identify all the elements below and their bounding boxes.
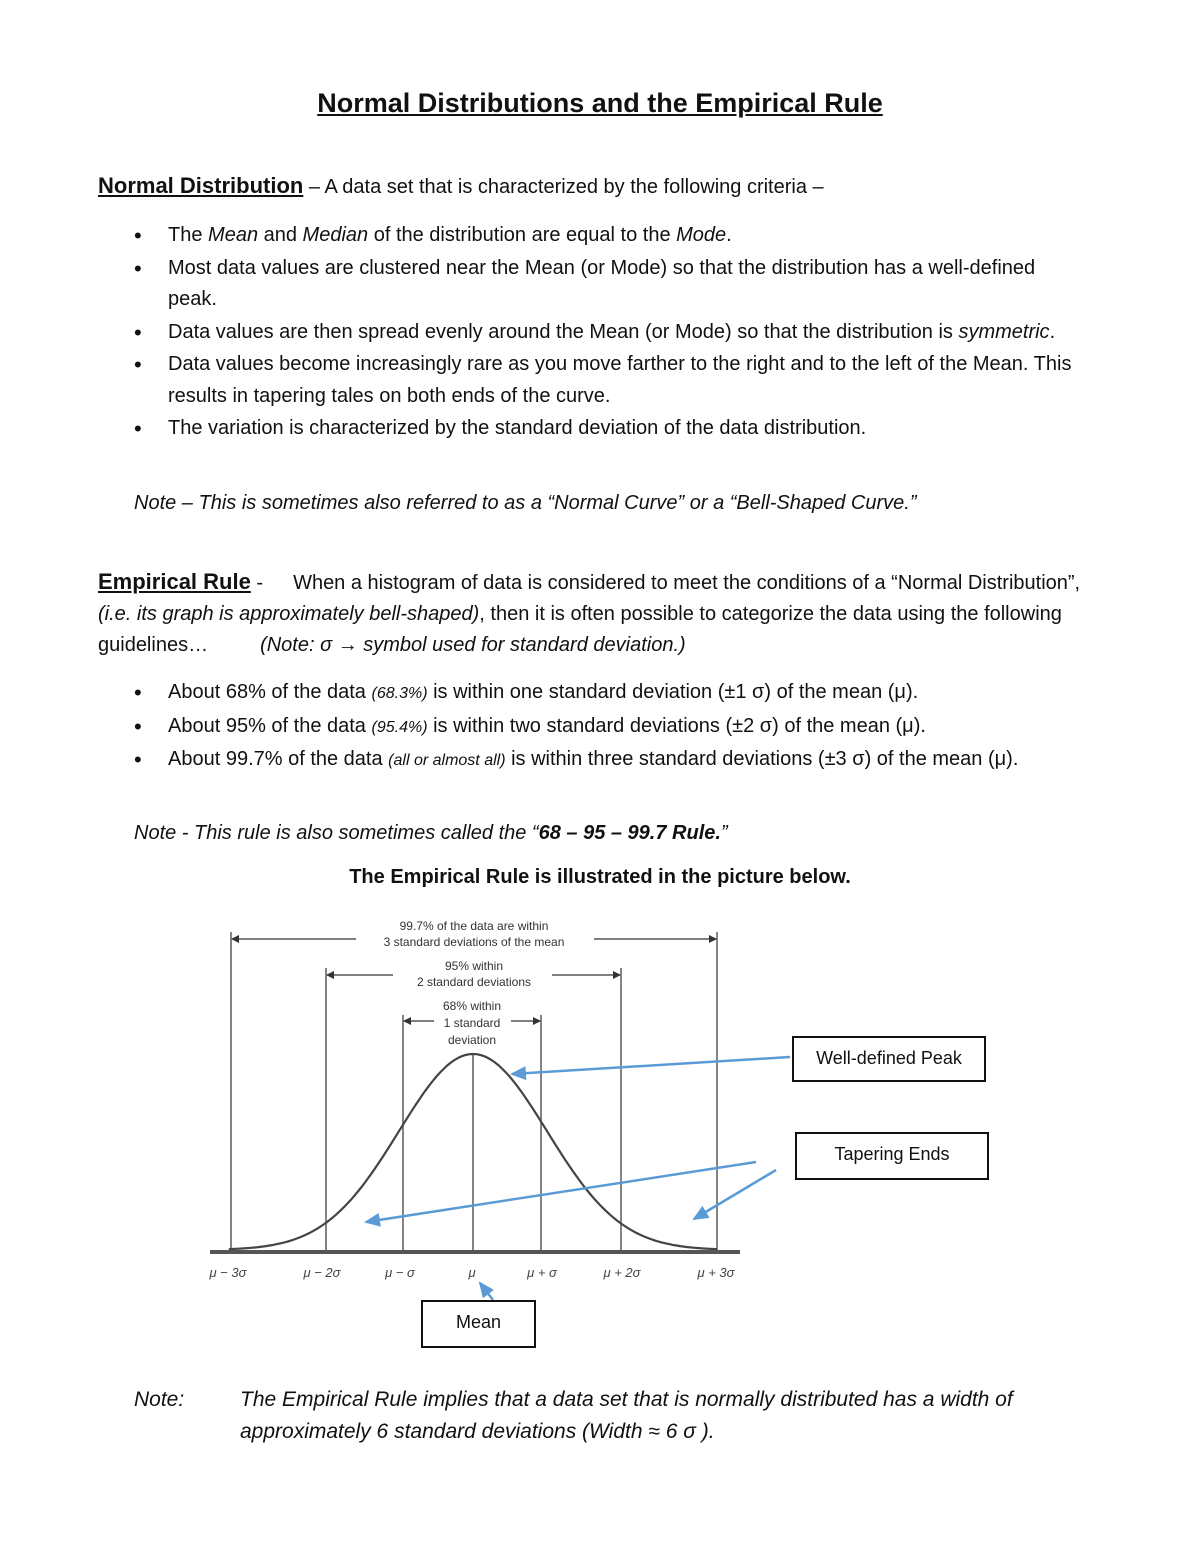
bottom-note-text [240, 1384, 1120, 1448]
tick-plus-3sd: μ + 3σ [697, 1265, 735, 1280]
normal-distribution-term: Normal Distribution [98, 173, 304, 198]
empirical-symbol-note: (Note: σ → symbol used for standard deviation.) [260, 634, 686, 656]
bullet-italic: (95.4%) [371, 718, 428, 736]
bottom-note-line2: approximately 6 standard deviations (Width ≈ 6 σ ). [240, 1420, 715, 1443]
bullet-text: is within two standard deviations (±2 σ) of the mean (μ). [427, 714, 926, 737]
bullet-italic: Mean [208, 224, 259, 246]
bullet-text: About 95% of the data [168, 714, 372, 737]
bullet-italic: Mode [676, 224, 727, 246]
label-68-line2: 1 standard [443, 1016, 501, 1030]
label-997-line2: 3 standard deviations of the mean [383, 935, 565, 949]
bullet-italic: symmetric [958, 320, 1050, 343]
right-tail-arrow [694, 1170, 776, 1219]
page-title: Normal Distributions and the Empirical Rule [317, 88, 883, 118]
bullet-text: The [168, 224, 209, 246]
bullet-italic: (all or almost all) [388, 752, 506, 769]
bullet-text: of the distribution are equal to the [368, 224, 677, 246]
empirical-note-text: Note - This rule is also sometimes called the “ [134, 822, 539, 844]
tick-minus-1sd: μ − σ [385, 1265, 415, 1280]
bullet-text: and [258, 224, 303, 246]
tick-mean: μ [468, 1265, 476, 1280]
figure-caption: The Empirical Rule is illustrated in the picture below. [349, 866, 851, 888]
tick-plus-2sd: μ + 2σ [603, 1265, 641, 1280]
bullet-italic: Median [302, 224, 369, 246]
empirical-note-bold: 68 – 95 – 99.7 Rule. [538, 822, 721, 844]
callout-mean: Mean [421, 1300, 536, 1348]
bullet-text: is within three standard deviations (±3 σ) of the mean (μ). [505, 748, 1019, 770]
list-item: • Data values become increasingly rare as you move farther to the right and to the left of the Mean. This results in tapering tales on both ends of the curve. [98, 349, 1073, 412]
bullet-italic: (68.3%) [371, 685, 428, 702]
empirical-rule-term: Empirical Rule [98, 569, 251, 594]
label-68-line3: deviation [447, 1033, 497, 1047]
label-95-line1: 95% within [444, 959, 504, 973]
label-997-line1: 99.7% of the data are within [399, 919, 549, 933]
bullet-text: Data values are then spread evenly around the Mean (or Mode) so that the distribution is [168, 320, 959, 343]
empirical-dash: - [250, 572, 264, 594]
left-tail-arrow [366, 1162, 756, 1222]
list-item: • Most data values are clustered near the Mean (or Mode) so that the distribution has a well-defined peak. [98, 253, 1073, 316]
label-95-line2: 2 standard deviations [416, 975, 532, 989]
callout-well-defined-peak: Well-defined Peak [792, 1036, 986, 1082]
peak-arrow [512, 1057, 790, 1074]
empirical-note-text: ” [720, 822, 728, 844]
bullet-text: . [1049, 320, 1056, 343]
tick-minus-2sd: μ − 2σ [303, 1265, 341, 1280]
bottom-note-line1: The Empirical Rule implies that a data set that is normally distributed has a width of [240, 1388, 1013, 1411]
normal-distribution-definition: – A data set that is characterized by the following criteria – [303, 176, 824, 198]
mean-arrow [480, 1283, 493, 1300]
empirical-intro-italic: (i.e. its graph is approximately bell-shaped) [98, 603, 480, 625]
normal-note: Note – This is sometimes also referred to as a “Normal Curve” or a “Bell-Shaped Curve.” [134, 492, 917, 514]
empirical-intro: When a histogram of data is considered to meet the conditions of a “Normal Distribution”, [293, 572, 1081, 594]
bullet-text: is within one standard deviation (±1 σ) of the mean (μ). [427, 681, 919, 703]
tick-plus-1sd: μ + σ [527, 1265, 557, 1280]
tick-minus-3sd: μ − 3σ [209, 1265, 247, 1280]
bullet-text: About 99.7% of the data [168, 748, 389, 770]
list-item: • The variation is characterized by the standard deviation of the data distribution. [98, 413, 1098, 445]
callout-tapering-ends: Tapering Ends [795, 1132, 989, 1180]
empirical-intro: , then it is often possible to categorize the data using the following guidelines… [98, 603, 1062, 656]
bullet-text: About 68% of the data [168, 681, 372, 703]
label-68-line1: 68% within [442, 999, 502, 1013]
bottom-note-label: Note: [134, 1388, 185, 1411]
bullet-text: . [726, 224, 732, 246]
